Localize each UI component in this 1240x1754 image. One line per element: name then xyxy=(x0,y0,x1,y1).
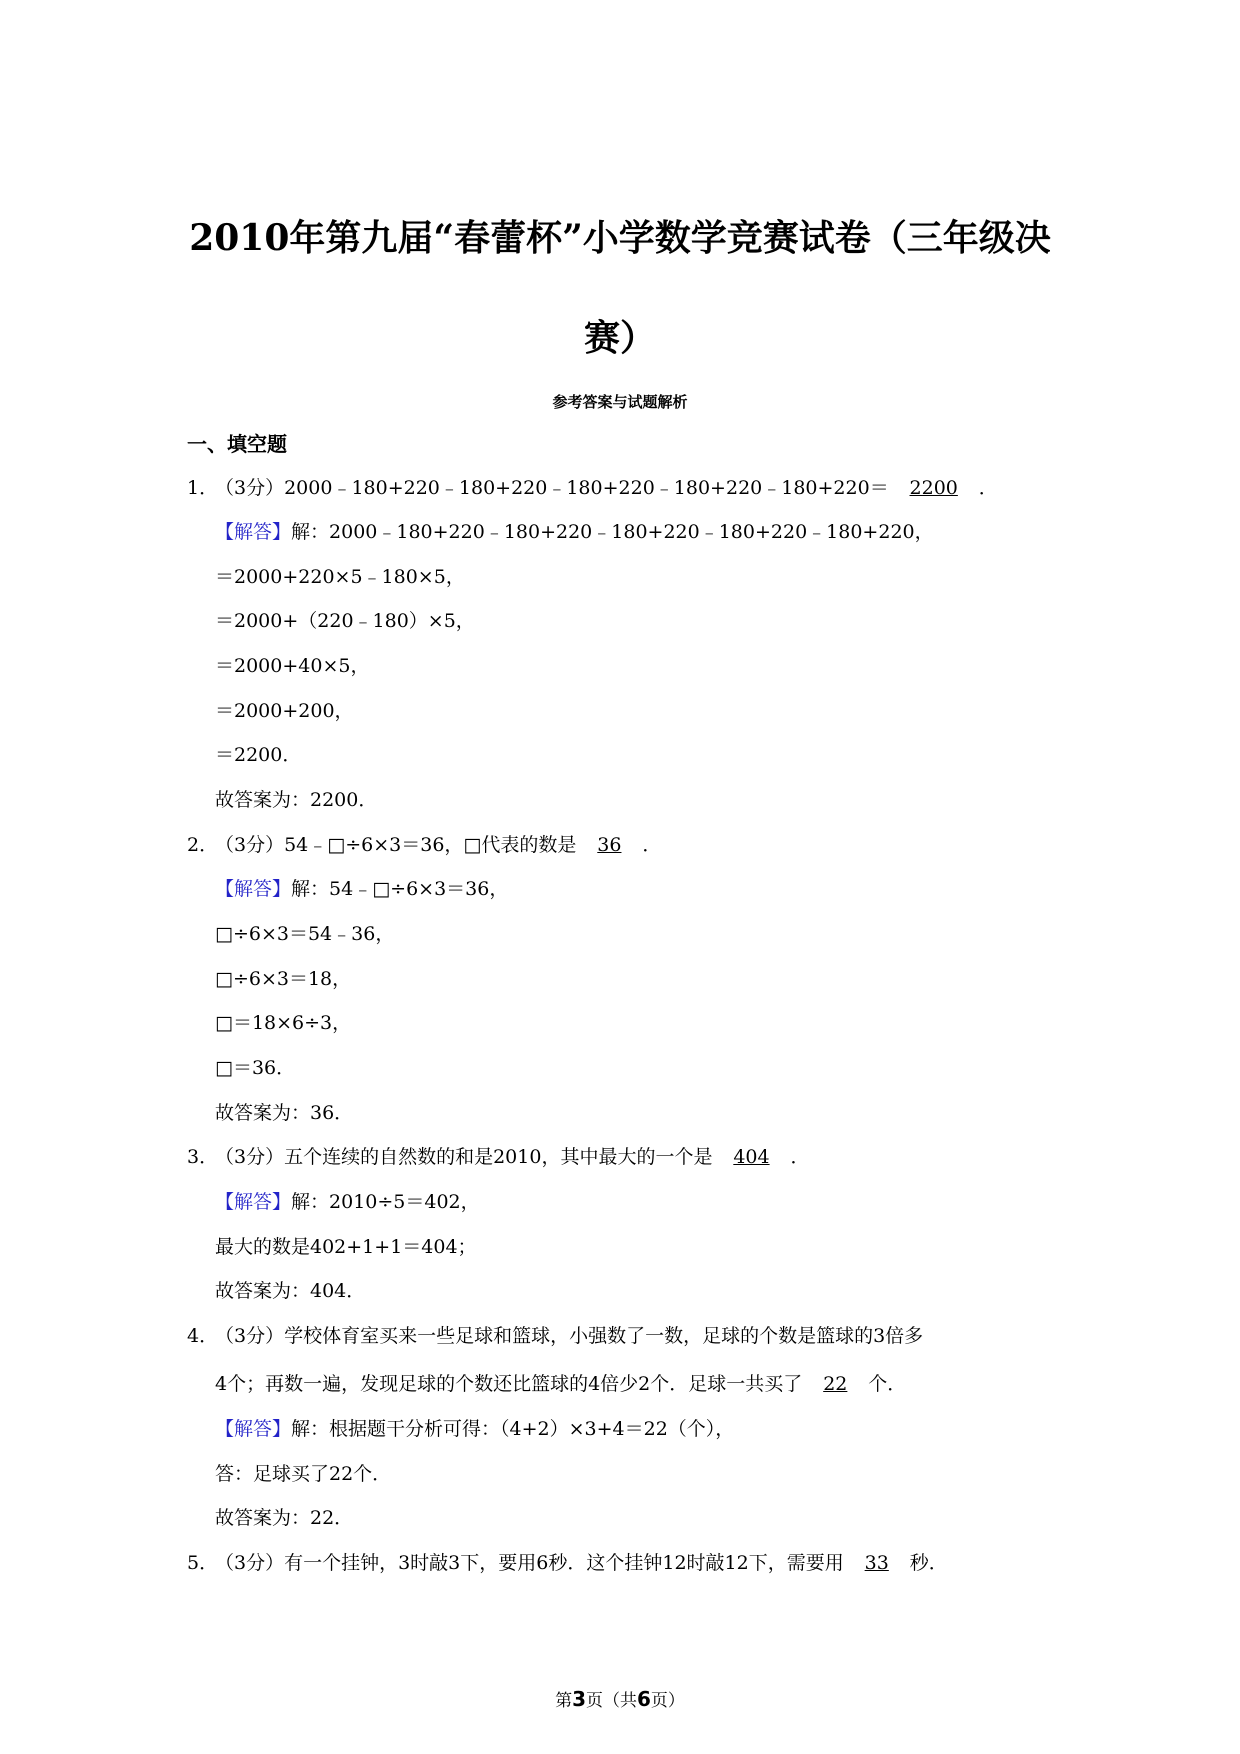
question-text: （3分）有一个挂钟，3时敲3下，要用6秒．这个挂钟12时敲12下，需要用 xyxy=(215,1552,844,1574)
section-heading: 一、填空题 xyxy=(187,432,287,456)
question-text: 4个；再数一遍，发现足球的个数还比篮球的4倍少2个．足球一共买了 xyxy=(215,1373,803,1395)
solution-line xyxy=(215,1188,480,1216)
question-number: 1． xyxy=(187,477,219,499)
question-number: 5． xyxy=(187,1552,219,1574)
question-text: （3分）2000﹣180+220﹣180+220﹣180+220﹣180+220﹣180+220＝ xyxy=(215,477,889,499)
solution-text: 解：2000﹣180+220﹣180+220﹣180+220﹣180+220﹣180+220， xyxy=(291,521,934,543)
answer-tag: 【解答】 xyxy=(215,878,292,900)
answer-blank: 33 xyxy=(864,1552,889,1574)
solution-line: ＝2200． xyxy=(215,744,302,766)
answer-tag: 【解答】 xyxy=(215,1418,292,1440)
solution-line xyxy=(215,518,934,546)
question-number: 4． xyxy=(187,1325,219,1347)
solution-line: 最大的数是402+1+1＝404； xyxy=(215,1236,477,1258)
question-suffix: 秒． xyxy=(909,1552,948,1574)
solution-line xyxy=(215,1415,734,1443)
question-2 xyxy=(187,831,661,859)
answer-blank: 404 xyxy=(733,1146,770,1168)
footer-middle: 页（共 xyxy=(586,1691,637,1711)
solution-line: ＝2000+（220﹣180）×5， xyxy=(215,610,475,632)
solution-text: 解：2010÷5＝402， xyxy=(291,1191,480,1213)
question-suffix: ． xyxy=(642,834,662,856)
answer-tag: 【解答】 xyxy=(215,521,292,543)
footer-suffix: 页） xyxy=(650,1691,685,1711)
question-suffix: ． xyxy=(978,477,998,499)
question-suffix: ． xyxy=(790,1146,810,1168)
solution-line: 故答案为：22． xyxy=(215,1507,354,1529)
page-subtitle: 参考答案与试题解析 xyxy=(552,393,688,411)
solution-line: ＝2000+40×5， xyxy=(215,655,370,677)
answer-blank: 22 xyxy=(823,1373,848,1395)
question-text: （3分）五个连续的自然数的和是2010，其中最大的一个是 xyxy=(215,1146,713,1168)
solution-line xyxy=(215,875,508,903)
answer-blank: 36 xyxy=(597,834,622,856)
question-5 xyxy=(187,1549,948,1577)
question-4 xyxy=(187,1322,923,1350)
solution-line: 故答案为：2200． xyxy=(215,789,378,811)
question-3 xyxy=(187,1143,809,1171)
solution-line: 故答案为：36． xyxy=(215,1102,354,1124)
question-1 xyxy=(187,474,998,502)
question-number: 3． xyxy=(187,1146,219,1168)
footer-prefix: 第 xyxy=(555,1691,573,1711)
solution-line: □＝18×6÷3， xyxy=(215,1012,352,1034)
question-suffix: 个． xyxy=(868,1373,907,1395)
question-4-continued xyxy=(215,1370,906,1398)
solution-line: 答：足球买了22个． xyxy=(215,1463,392,1485)
solution-line: □÷6×3＝54﹣36， xyxy=(215,923,395,945)
question-number: 2． xyxy=(187,834,219,856)
page-title-line1: 2010年第九届“春蕾杯”小学数学竞赛试卷（三年级决 xyxy=(189,217,1051,259)
solution-line: ＝2000+200， xyxy=(215,700,354,722)
page-footer xyxy=(0,1688,1240,1712)
answer-blank: 2200 xyxy=(909,477,958,499)
solution-line: 故答案为：404． xyxy=(215,1280,366,1302)
page-number: 3 xyxy=(572,1687,586,1711)
solution-text: 解：54﹣□÷6×3＝36， xyxy=(291,878,509,900)
solution-text: 解：根据题干分析可得：（4+2）×3+4＝22（个）， xyxy=(291,1418,735,1440)
solution-line: ＝2000+220×5﹣180×5， xyxy=(215,566,465,588)
solution-line: □÷6×3＝18， xyxy=(215,968,352,990)
page-title-line2: 赛） xyxy=(583,317,656,359)
question-text: （3分）学校体育室买来一些足球和篮球，小强数了一数，足球的个数是篮球的3倍多 xyxy=(215,1325,924,1347)
solution-line: □＝36． xyxy=(215,1057,296,1079)
total-pages: 6 xyxy=(637,1687,651,1711)
answer-tag: 【解答】 xyxy=(215,1191,292,1213)
question-text: （3分）54﹣□÷6×3＝36，□代表的数是 xyxy=(215,834,577,856)
